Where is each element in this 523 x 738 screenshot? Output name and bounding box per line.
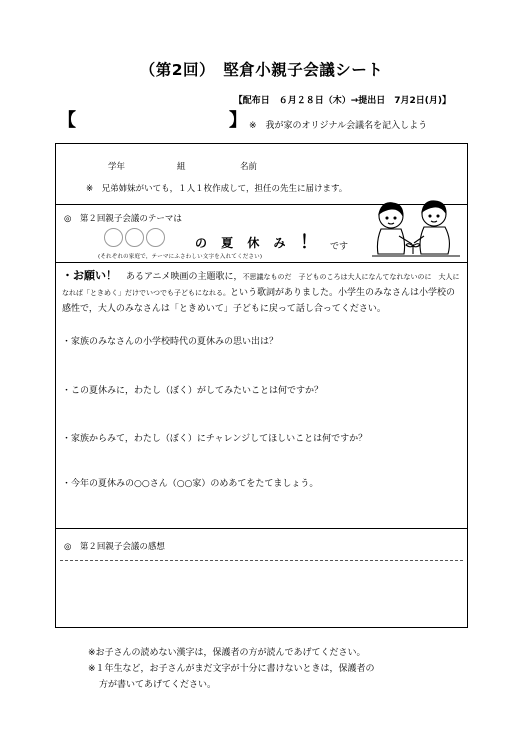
siblings-note: ※ 兄弟姉妹がいても，１人１枚作成して，担任の先生に届けます。: [86, 184, 348, 194]
answer-area-3[interactable]: [62, 445, 462, 475]
name-label: 名前: [240, 162, 258, 172]
meeting-name-field[interactable]: [70, 114, 230, 130]
divider: [55, 262, 468, 263]
theme-blank-circles[interactable]: [104, 228, 165, 247]
theme-heading: ◎ 第２回親子会議のテーマは: [64, 214, 182, 224]
meeting-name-bracket-open: 【: [58, 110, 76, 131]
request-paragraph: [62, 268, 462, 317]
theme-text: の 夏 休 み: [195, 236, 291, 250]
song-lyrics: 不思議なものだ 子どものころは大人になんてなれないのに 大人になれば「ときめく」だけでいつでも子どもになれる。: [62, 273, 460, 297]
question-1: ・家族のみなさんの小学校時代の夏休みの思い出は？: [62, 337, 279, 347]
meeting-name-bracket-close: 】: [229, 110, 247, 131]
request-text: という歌詞がありました。小学生のみなさんは小学校の感性で，大人のみなさんは「ときめいて」子どもに戻って話し合ってください。: [62, 288, 456, 314]
divider: [55, 528, 468, 529]
children-illustration: [366, 196, 466, 262]
meeting-name-note: ※ 我が家のオリジナル会議名を記入しよう: [249, 121, 428, 131]
question-3: ・家族からみて，わたし（ぼく）にチャレンジしてほしいことは何ですか？: [62, 434, 368, 444]
request-lead: ・お願い！: [62, 269, 117, 282]
theme-hint: (それぞれの家庭で，テーマにふさわしい文字を入れてください): [98, 254, 263, 260]
theme-suffix: です: [330, 242, 349, 252]
grade-label: 学年: [108, 162, 126, 172]
footer-note-1: ※お子さんの読めない漢字は，保護者の方が読んであげてください。: [88, 648, 366, 658]
footer-note-3: 方が書いてあげてください。: [99, 680, 217, 690]
impressions-area[interactable]: [60, 562, 463, 624]
date-info: 【配布日 ６月２８日（木）→提出日 7月2日(月)】: [233, 96, 451, 106]
answer-area-1[interactable]: [62, 348, 462, 382]
impressions-heading: ◎ 第２回親子会議の感想: [64, 542, 165, 552]
theme-exclamation: ！: [300, 232, 318, 253]
blank-circle: [104, 228, 123, 247]
request-text: あるアニメ映画の主題歌に，: [117, 272, 243, 282]
question-2: ・この夏休みに，わたし（ぼく）がしてみたいことは何ですか？: [62, 386, 324, 396]
answer-area-4[interactable]: [62, 490, 462, 526]
question-4: ・今年の夏休みの○○さん（○○家）のめあてをたてましょう。: [62, 479, 319, 489]
footer-note-2: ※１年生など，お子さんがまだ文字が十分に書けないときは，保護者の: [88, 664, 375, 674]
page-title: （第2回） 堅倉小親子会議シート: [139, 61, 384, 79]
answer-area-2[interactable]: [62, 397, 462, 429]
blank-circle: [125, 228, 144, 247]
blank-circle: [146, 228, 165, 247]
class-label: 組: [177, 162, 186, 172]
dashed-divider: [60, 560, 463, 561]
